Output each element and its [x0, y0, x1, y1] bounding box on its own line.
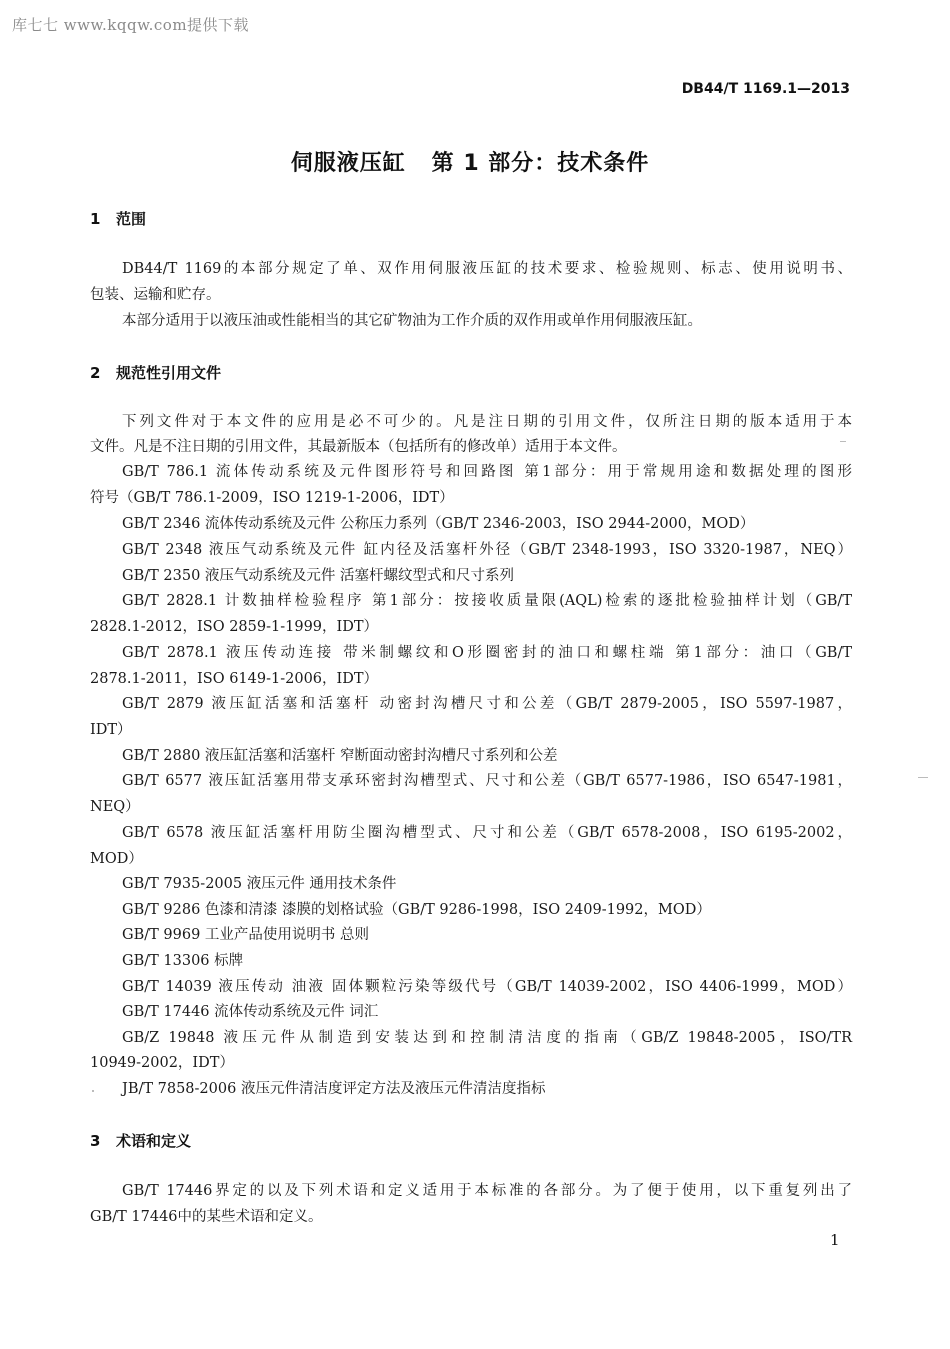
reference-item: GB/T 786.1 流体传动系统及元件图形符号和回路图 第1部分：用于常规用途和数据处理的图形 — [122, 464, 852, 480]
document-title: 伺服液压缸 第 1 部分：技术条件 — [290, 151, 650, 176]
standard-code: DB44/T 1169.1—2013 — [681, 81, 850, 97]
reference-item: GB/T 9969 工业产品使用说明书 总则 — [122, 927, 370, 943]
reference-item-continued: IDT） — [90, 722, 132, 738]
reference-item: GB/Z 19848 液压元件从制造到安装达到和控制清洁度的指南（GB/Z 19848-2005，ISO/TR — [122, 1030, 852, 1046]
reference-item-continued: 10949-2002，IDT） — [90, 1055, 234, 1071]
reference-item: GB/T 6578 液压缸活塞杆用防尘圈沟槽型式、尺寸和公差（GB/T 6578-2008，ISO 6195-2002， — [122, 825, 852, 841]
reference-item: GB/T 14039 液压传动 油液 固体颗粒污染等级代号（GB/T 14039-2002，ISO 4406-1999，MOD） — [122, 979, 852, 995]
section-title: 规范性引用文件 — [116, 364, 222, 382]
reference-item-continued: 2828.1-2012，ISO 2859-1-1999，IDT） — [90, 619, 379, 635]
refs-intro-line: 文件。凡是不注日期的引用文件，其最新版本（包括所有的修改单）适用于本文件。 — [90, 439, 627, 455]
section-heading-scope — [90, 208, 146, 229]
section-heading-terms-definitions — [90, 1130, 191, 1151]
scan-speck — [918, 777, 928, 778]
reference-item: GB/T 2828.1 计数抽样检验程序 第1部分：按接收质量限(AQL)检索的逐批检验抽样计划（GB/T — [122, 593, 852, 609]
reference-item-continued: NEQ） — [90, 799, 140, 815]
section-title: 术语和定义 — [116, 1132, 192, 1150]
reference-item: GB/T 2346 流体传动系统及元件 公称压力系列（GB/T 2346-2003，ISO 2944-2000，MOD） — [122, 516, 755, 532]
scope-applicability: 本部分适用于以液压油或性能相当的其它矿物油为工作介质的双作用或单作用伺服液压缸。 — [122, 313, 702, 329]
reference-item: GB/T 2879 液压缸活塞和活塞杆 动密封沟槽尺寸和公差（GB/T 2879-2005，ISO 5597-1987， — [122, 696, 852, 712]
watermark: 库七七 www.kqqw.com提供下载 — [12, 16, 250, 34]
section-heading-normative-references — [90, 362, 221, 383]
section-number: 3 — [90, 1132, 101, 1150]
reference-item: JB/T 7858-2006 液压元件清洁度评定方法及液压元件清洁度指标 — [122, 1081, 546, 1097]
reference-item: GB/T 9286 色漆和清漆 漆膜的划格试验（GB/T 9286-1998，ISO 2409-1992，MOD） — [122, 902, 711, 918]
reference-item-continued: MOD） — [90, 851, 143, 867]
terms-intro-line: GB/T 17446界定的以及下列术语和定义适用于本标准的各部分。为了便于使用，以下重复列出了 — [122, 1183, 852, 1199]
reference-item: GB/T 2878.1 液压传动连接 带米制螺纹和O形圈密封的油口和螺柱端 第1部分：油口（GB/T — [122, 645, 852, 661]
reference-item: GB/T 7935-2005 液压元件 通用技术条件 — [122, 876, 397, 892]
reference-item: GB/T 2348 液压气动系统及元件 缸内径及活塞杆外径（GB/T 2348-1993，ISO 3320-1987，NEQ） — [122, 542, 852, 558]
reference-item: GB/T 2880 液压缸活塞和活塞杆 窄断面动密封沟槽尺寸系列和公差 — [122, 748, 558, 764]
scope-paragraph-line: DB44/T 1169的本部分规定了单、双作用伺服液压缸的技术要求、检验规则、标志、使用说明书、 — [122, 261, 852, 277]
section-number: 1 — [90, 210, 101, 228]
terms-intro-line: GB/T 17446中的某些术语和定义。 — [90, 1209, 323, 1225]
reference-item: GB/T 13306 标牌 — [122, 953, 244, 969]
page-number: 1 — [830, 1231, 840, 1249]
reference-item: GB/T 6577 液压缸活塞用带支承环密封沟槽型式、尺寸和公差（GB/T 6577-1986，ISO 6547-1981， — [122, 773, 852, 789]
reference-item: GB/T 2350 液压气动系统及元件 活塞杆螺纹型式和尺寸系列 — [122, 568, 515, 584]
scope-paragraph-line: 包装、运输和贮存。 — [90, 287, 221, 303]
reference-item-continued: 符号（GB/T 786.1-2009，ISO 1219-1-2006，IDT） — [90, 490, 454, 506]
reference-item: GB/T 17446 流体传动系统及元件 词汇 — [122, 1004, 379, 1020]
refs-intro-line: 下列文件对于本文件的应用是必不可少的。凡是注日期的引用文件，仅所注日期的版本适用于本 — [122, 414, 852, 430]
reference-item-continued: 2878.1-2011，ISO 6149-1-2006，IDT） — [90, 671, 379, 687]
section-title: 范围 — [116, 210, 147, 228]
scan-speck — [92, 1090, 94, 1092]
scan-speck — [840, 441, 846, 442]
section-number: 2 — [90, 364, 101, 382]
